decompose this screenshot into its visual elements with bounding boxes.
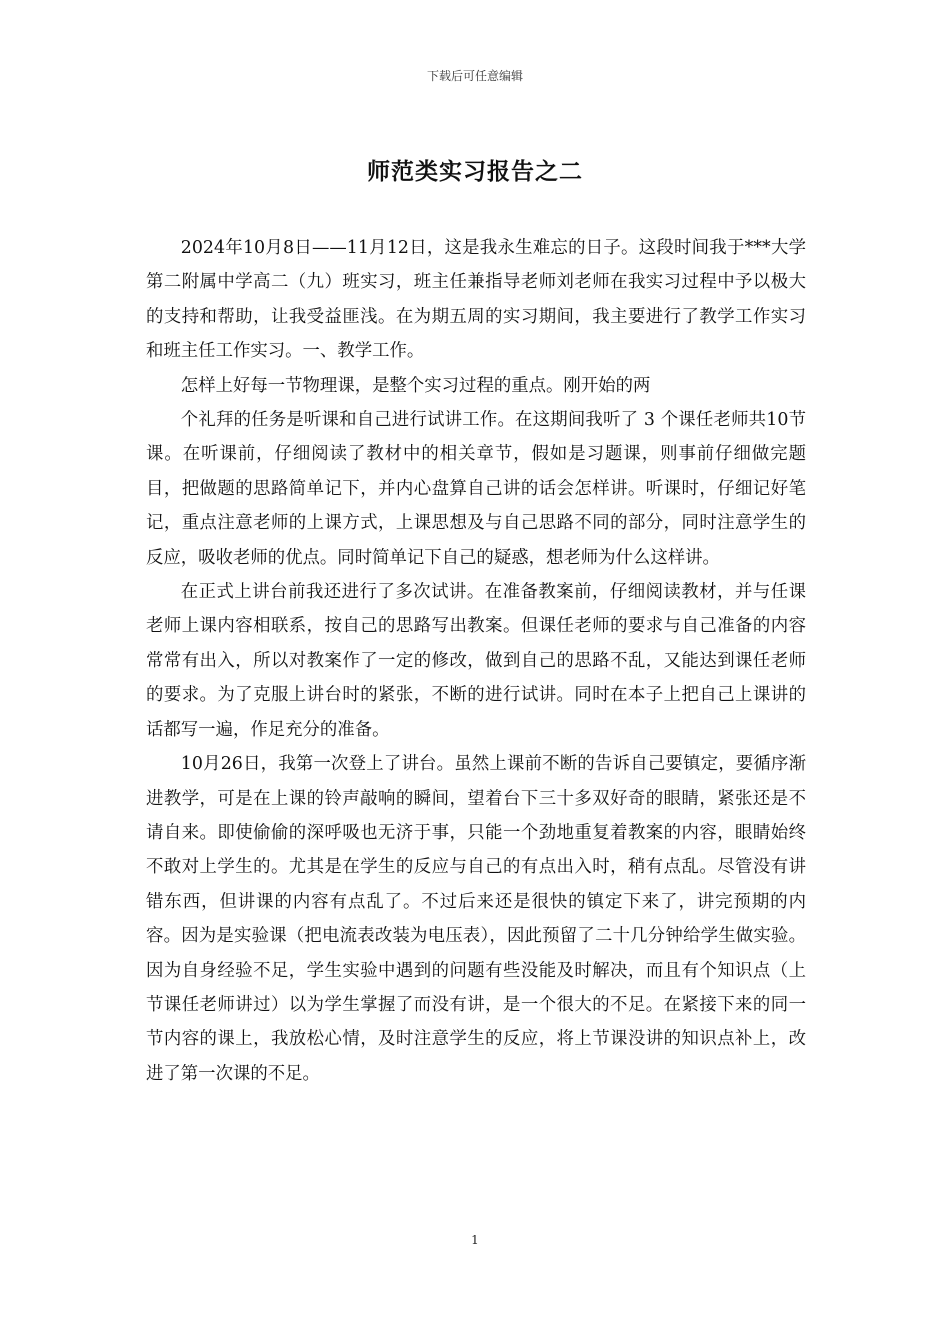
document-body — [146, 231, 806, 1091]
header-note: 下载后可任意编辑 — [426, 69, 523, 83]
paragraph-intro: 2024年10月8日——11月12日，这是我永生难忘的日子。这段时间我于***大学第二附属中学高二（九）班实习，班主任兼指导老师刘老师在我实习过程中予以极大的支持和帮助，让我受益匪浅。在为期五周的实习期间，我主要进行了教学工作实习和班主任工作实习。一、教学工作。 — [146, 238, 806, 362]
paragraph-teaching-focus: 怎样上好每一节物理课，是整个实习过程的重点。刚开始的两 — [180, 375, 651, 396]
document-title: 师范类实习报告之二 — [367, 159, 583, 185]
page-number: 1 — [471, 1233, 479, 1247]
paragraph-trial-teaching: 在正式上讲台前我还进行了多次试讲。在准备教案前，仔细阅读教材，并与任课老师上课内容相联系，按自己的思路写出教案。但课任老师的要求与自己准备的内容常常有出入，所以对教案作了一定的修改，做到自己的思路不乱，又能达到课任老师的要求。为了克服上讲台时的紧张，不断的进行试讲。同时在本子上把自己上课讲的话都写一遍，作足充分的准备。 — [146, 582, 806, 740]
paragraph-first-lecture: 10月26日，我第一次登上了讲台。虽然上课前不断的告诉自己要镇定，要循序渐进教学，可是在上课的铃声敲响的瞬间，望着台下三十多双好奇的眼睛，紧张还是不请自来。即使偷偷的深呼吸也无济于事，只能一个劲地重复着教案的内容，眼睛始终不敢对上学生的。尤其是在学生的反应与自己的有点出入时，稍有点乱。尽管没有讲错东西，但讲课的内容有点乱了。不过后来还是很快的镇定下来了，讲完预期的内容。因为是实验课（把电流表改装为电压表），因此预留了二十几分钟给学生做实验。因为自身经验不足，学生实验中遇到的问题有些没能及时解决，而且有个知识点（上节课任老师讲过）以为学生掌握了而没有讲，是一个很大的不足。在紧接下来的同一节内容的课上，我放松心情，及时注意学生的反应，将上节课没讲的知识点补上，改进了第一次课的不足。 — [146, 754, 806, 1084]
paragraph-observation: 个礼拜的任务是听课和自己进行试讲工作。在这期间我听了 3 个课任老师共10节课。在听课前，仔细阅读了教材中的相关章节，假如是习题课，则事前仔细做完题目，把做题的思路简单记下，并内心盘算自己讲的话会怎样讲。听课时，仔细记好笔记，重点注意老师的上课方式，上课思想及与自己思路不同的部分，同时注意学生的反应，吸收老师的优点。同时简单记下自己的疑惑，想老师为什么这样讲。 — [146, 410, 806, 568]
